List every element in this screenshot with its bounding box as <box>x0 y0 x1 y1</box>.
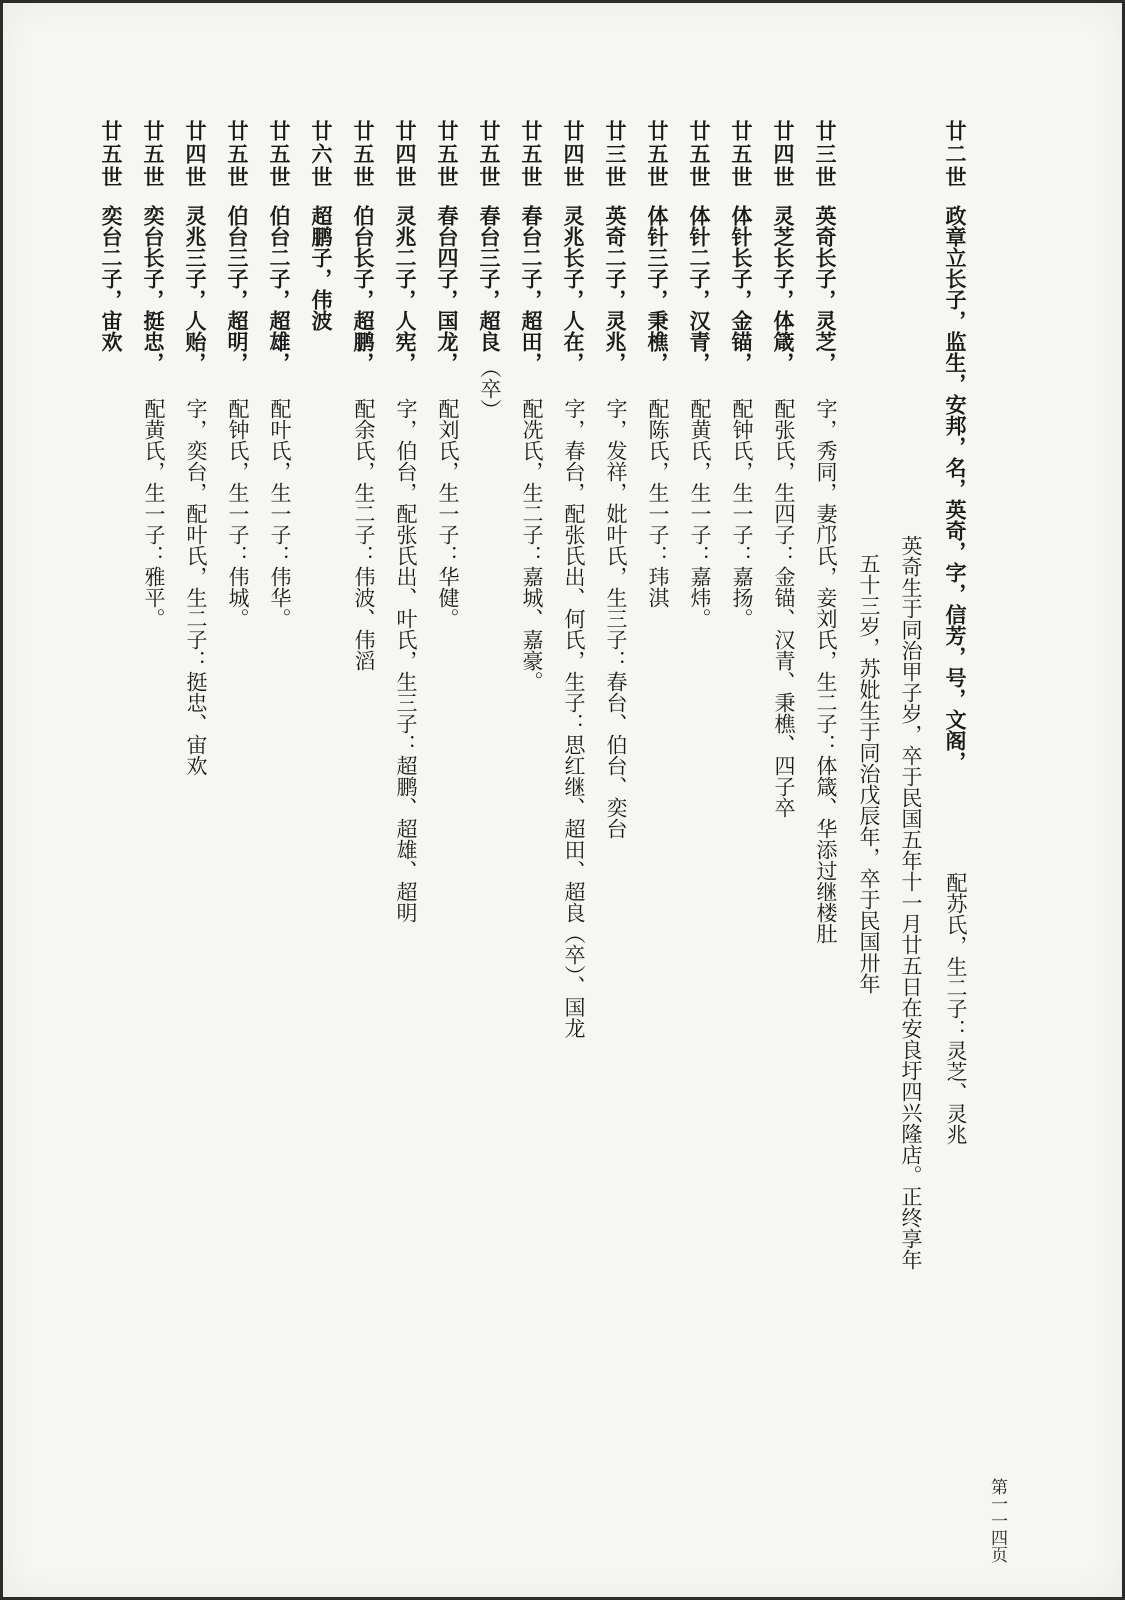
entry-rest: 字，发祥，妣叶氏，生三子：春台、伯台、奕台 <box>604 398 628 839</box>
generation-label: 廿五世 <box>645 120 670 189</box>
entry-column <box>773 120 794 189</box>
page-number: 第一一四页 <box>987 1478 1007 1563</box>
entry-note: 五十三岁，苏妣生于同治戊辰年，卒于民国卅年 <box>857 553 881 994</box>
entry-rest: 配余氏，生二子：伟波、伟滔 <box>352 398 376 671</box>
entry-rest: 字，奕台，配叶氏，生二子：挺忠、宙欢 <box>184 398 208 776</box>
entry-rest: 配陈氏，生一子：玮淇 <box>646 398 670 608</box>
entry-column <box>731 120 752 189</box>
entry-column <box>689 120 710 189</box>
entry-rest: （卒） <box>478 357 502 420</box>
entry-rest: 配冼氏，生二子：嘉城、嘉豪。 <box>520 398 544 692</box>
entry-column <box>479 120 500 189</box>
entry-main: 灵兆三子，人贻， <box>183 205 208 373</box>
entry-column <box>269 120 290 189</box>
generation-label: 廿五世 <box>141 120 166 189</box>
entry-rest: 字，春台，配张氏出、何氏，生子：思红继、超田、超良（卒）、国龙 <box>562 398 586 1039</box>
generation-label: 廿四世 <box>771 120 796 189</box>
generation-label: 廿五世 <box>729 120 754 189</box>
entry-rest: 字，秀同，妻邝氏，妾刘氏，生二子：体箴、华添过继楼肚 <box>814 398 838 944</box>
generation-label: 廿五世 <box>99 120 124 189</box>
entry-column <box>437 120 458 189</box>
entry-column <box>815 120 836 189</box>
generation-label: 廿四世 <box>393 120 418 189</box>
entry-main: 伯台三子，超明， <box>225 205 250 373</box>
generation-label: 廿五世 <box>267 120 292 189</box>
entry-main: 奕台二子，宙欢 <box>99 205 124 352</box>
generation-label: 廿五世 <box>519 120 544 189</box>
entry-main: 春台二子，超田， <box>519 205 544 373</box>
generation-label: 廿三世 <box>813 120 838 189</box>
entry-column <box>605 120 626 189</box>
entry-column <box>395 120 416 189</box>
entry-rest: 配钟氏，生一子：嘉扬。 <box>730 398 754 629</box>
entry-rest: 配张氏，生四子：金锚、汉青、秉樵、四子卒 <box>772 398 796 818</box>
entry-main: 超鹏子，伟波 <box>309 205 334 331</box>
entry-column <box>563 120 584 189</box>
entry-column <box>353 120 374 189</box>
generation-label: 廿六世 <box>309 120 334 189</box>
entry-main: 体针长子，金锚， <box>729 205 754 373</box>
entry-column <box>647 120 668 189</box>
entry-main: 灵兆长子，人在， <box>561 205 586 373</box>
genealogy-page <box>100 120 1100 1520</box>
generation-label: 廿四世 <box>561 120 586 189</box>
entry-main: 灵兆二子，人宪， <box>393 205 418 373</box>
entry-column <box>101 120 122 189</box>
entry-rest: 字，伯台，配张氏出、叶氏，生三子：超鹏、超雄、超明 <box>394 398 418 923</box>
entry-column <box>185 120 206 189</box>
generation-label: 廿五世 <box>351 120 376 189</box>
entry-column <box>521 120 542 189</box>
entry-main: 体针三子，秉樵， <box>645 205 670 373</box>
generation-label: 廿五世 <box>225 120 250 189</box>
entry-column <box>227 120 248 189</box>
generation-label: 廿二世 <box>943 120 968 189</box>
entry-main: 灵芝长子，体箴， <box>771 205 796 373</box>
entry-column <box>143 120 164 189</box>
entry-main: 英奇长子，灵芝， <box>813 205 838 373</box>
entry-rest: 配叶氏，生一子：伟华。 <box>268 398 292 629</box>
generation-label: 廿五世 <box>477 120 502 189</box>
generation-label: 廿五世 <box>435 120 460 189</box>
entry-main: 体针二子，汉青， <box>687 205 712 373</box>
entry-main: 政章立长子，监生，安邦，名，英奇，字，信芳，号，文阁， <box>943 205 968 772</box>
entry-main: 奕台长子，挺忠， <box>141 205 166 373</box>
generation-label: 廿五世 <box>687 120 712 189</box>
entry-note: 英奇生于同治甲子岁，卒于民国五年十一月廿五日在安良圩四兴隆店。正终享年 <box>899 535 923 1270</box>
entry-column <box>945 120 966 189</box>
entry-rest: 配钟氏，生一子：伟城。 <box>226 398 250 629</box>
entry-rest: 配刘氏，生一子：华健。 <box>436 398 460 629</box>
entry-rest: 配黄氏，生一子：雅平。 <box>142 398 166 629</box>
entry-main: 春台三子，超良 <box>477 205 502 352</box>
generation-label: 廿四世 <box>183 120 208 189</box>
entry-main: 伯台长子，超鹏， <box>351 205 376 373</box>
entry-rest: 配黄氏，生一子：嘉炜。 <box>688 398 712 629</box>
entry-main: 伯台二子，超雄， <box>267 205 292 373</box>
entry-rest: 配苏氏，生二子：灵芝、灵兆 <box>944 872 968 1145</box>
entry-main: 春台四子，国龙， <box>435 205 460 373</box>
generation-label: 廿三世 <box>603 120 628 189</box>
entry-main: 英奇二子，灵兆， <box>603 205 628 373</box>
entry-column <box>311 120 332 189</box>
